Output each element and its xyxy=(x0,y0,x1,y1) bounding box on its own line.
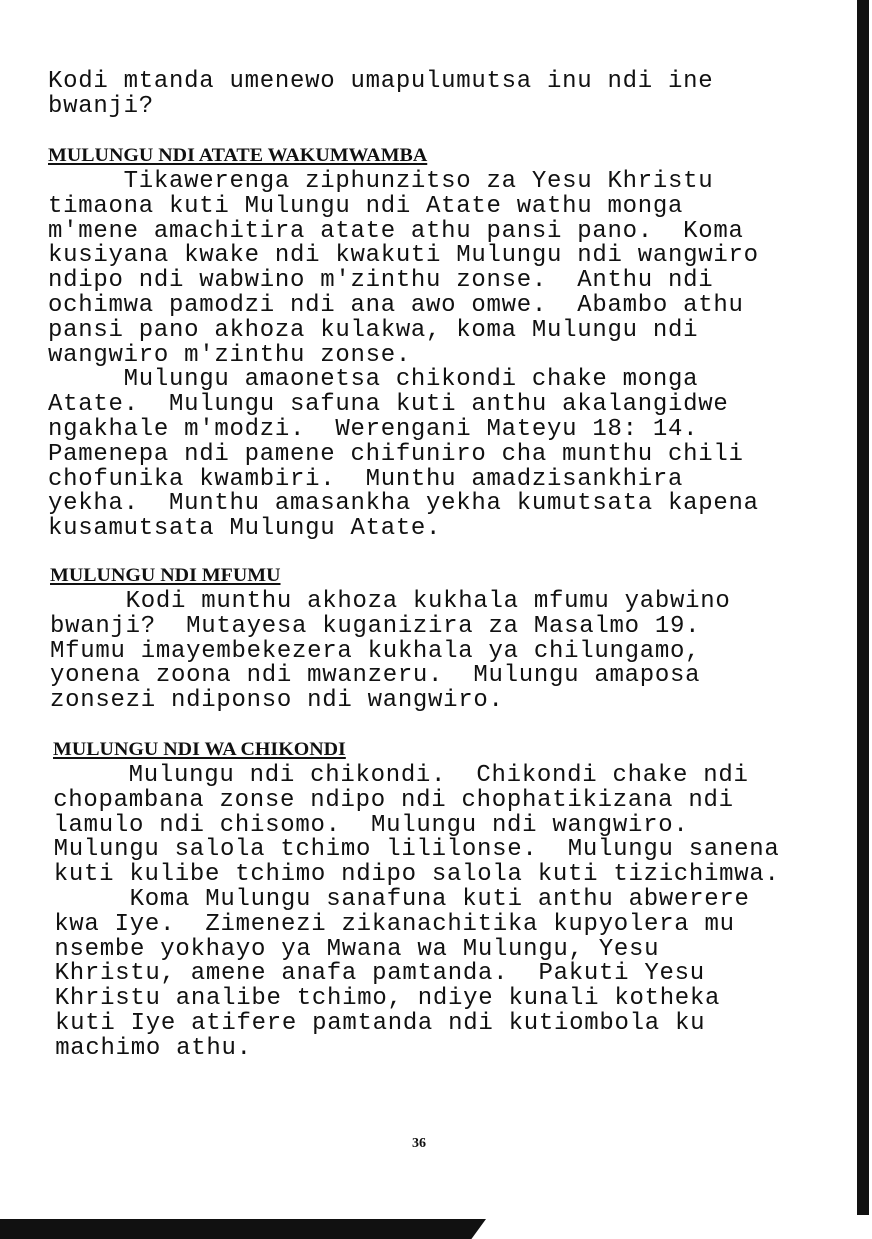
paragraph-line: Koma Mulungu sanafuna kuti anthu abwerere xyxy=(54,886,750,913)
paragraph-line: Pamenepa ndi pamene chifuniro cha munthu chili xyxy=(48,440,744,468)
paragraph-line: pansi pano akhoza kulakwa, koma Mulungu ndi xyxy=(48,316,699,344)
paragraph-line: machimo athu. xyxy=(55,1034,252,1062)
paragraph-line: Tikawerenga ziphunzitso za Yesu Khristu xyxy=(48,168,714,195)
paragraph-line: bwanji? Mutayesa kuganizira za Masalmo 19. xyxy=(50,612,701,640)
paragraph-line: chopambana zonse ndipo ndi chophatikizana ndi xyxy=(53,786,734,814)
intro-line: bwanji? xyxy=(48,92,154,120)
paragraph-line: Atate. Mulungu safuna kuti anthu akalangidwe xyxy=(48,391,729,419)
paragraph-line: kuti Iye atifere pamtanda ndi kutiombola ku xyxy=(55,1010,706,1037)
paragraph-line: Mulungu amaonetsa chikondi chake monga xyxy=(48,366,699,394)
scan-edge-right xyxy=(857,0,869,1215)
paragraph-line: timaona kuti Mulungu ndi Atate wathu monga xyxy=(48,192,684,220)
section-heading: MULUNGU NDI MFUMU xyxy=(50,565,281,586)
page-number: 36 xyxy=(412,1136,426,1151)
paragraph-line: nsembe yokhayo ya Mwana wa Mulungu, Yesu xyxy=(54,935,660,963)
paragraph-line: Khristu, amene anafa pamtanda. Pakuti Yesu xyxy=(54,960,705,988)
paragraph-line: yonena zoona ndi mwanzeru. Mulungu amaposa xyxy=(50,662,701,690)
paragraph-line: yekha. Munthu amasankha yekha kumutsata kapena xyxy=(48,490,759,518)
paragraph-line: m'mene amachitira atate athu pansi pano. Koma xyxy=(48,217,744,245)
scan-edge-bottom xyxy=(0,1219,486,1239)
paragraph-line: kwa Iye. Zimenezi zikanachitika kupyolera mu xyxy=(54,910,735,938)
paragraph-line: Mulungu ndi chikondi. Chikondi chake ndi xyxy=(53,762,749,789)
paragraph-line: ndipo ndi wabwino m'zinthu zonse. Anthu ndi xyxy=(48,267,714,295)
paragraph-line: zonsezi ndiponso ndi wangwiro. xyxy=(50,687,504,715)
paragraph-line: chofunika kwambiri. Munthu amadzisankhira xyxy=(48,465,684,493)
paragraph-line: Mulungu salola tchimo lililonse. Mulungu sanena xyxy=(53,836,780,864)
paragraph-line: wangwiro m'zinthu zonse. xyxy=(48,341,411,369)
paragraph-line: kusiyana kwake ndi kwakuti Mulungu ndi wangwiro xyxy=(48,242,759,270)
paragraph-line: kuti kulibe tchimo ndipo salola kuti tizichimwa. xyxy=(53,861,780,889)
paragraph-line: Mfumu imayembekezera kukhala ya chilungamo, xyxy=(50,637,701,665)
paragraph-line: ochimwa pamodzi ndi ana awo omwe. Abambo athu xyxy=(48,292,744,319)
paragraph-line: kusamutsata Mulungu Atate. xyxy=(48,515,442,543)
paragraph-line: Kodi munthu akhoza kukhala mfumu yabwino xyxy=(50,588,731,615)
section-heading: MULUNGU NDI ATATE WAKUMWAMBA xyxy=(48,145,428,166)
paragraph-line: lamulo ndi chisomo. Mulungu ndi wangwiro. xyxy=(53,811,689,839)
section-heading: MULUNGU NDI WA CHIKONDI xyxy=(53,739,346,760)
paragraph-line: Khristu analibe tchimo, ndiye kunali kotheka xyxy=(54,985,721,1013)
paragraph-line: ngakhale m'modzi. Werengani Mateyu 18: 14. xyxy=(48,416,699,443)
intro-line: Kodi mtanda umenewo umapulumutsa inu ndi ine xyxy=(48,68,714,95)
